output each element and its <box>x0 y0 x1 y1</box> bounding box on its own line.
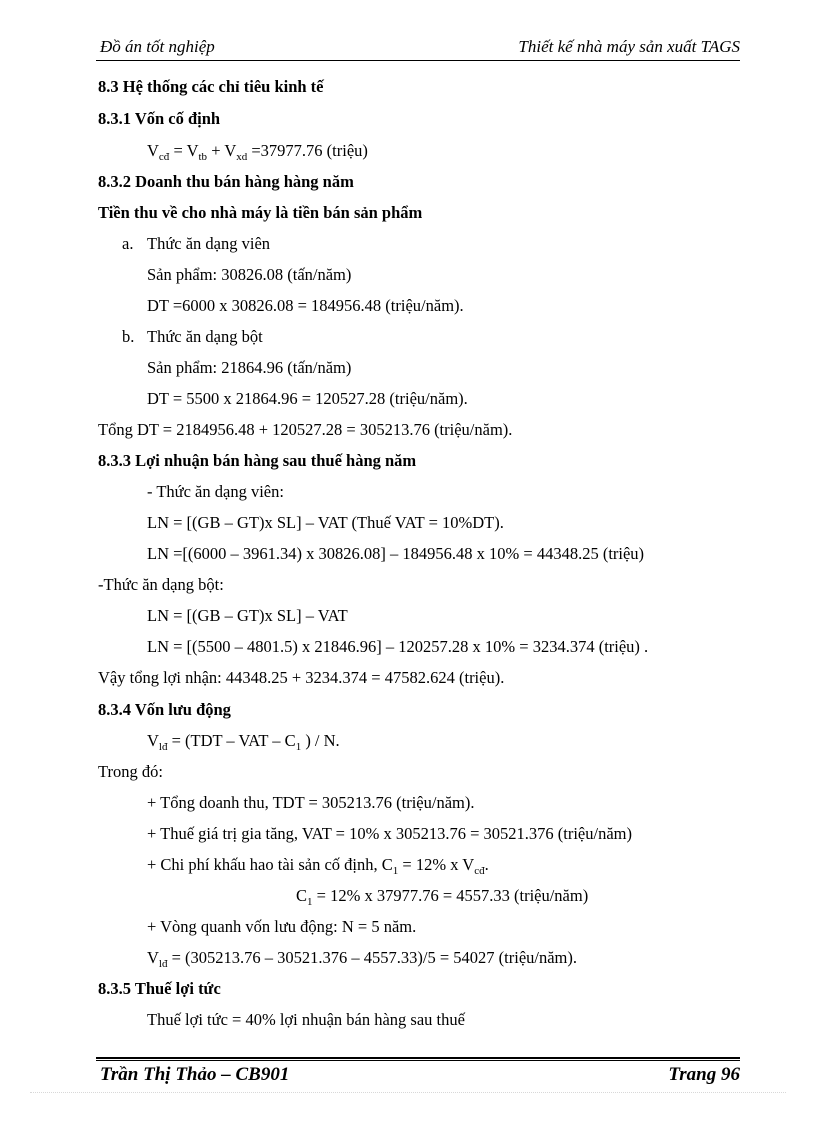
item-a-product: Sản phẩm: 30826.08 (tấn/năm) <box>147 265 352 284</box>
where-label: Trong đó: <box>98 762 163 781</box>
header-document-type: Đồ án tốt nghiệp <box>100 37 215 56</box>
header-project-title: Thiết kế nhà máy sản xuất TAGS <box>518 37 740 56</box>
section-8-3-5-title: 8.3.5 Thuế lợi tức <box>98 979 221 998</box>
pellet-feed-label: - Thức ăn dạng viên: <box>147 482 284 501</box>
depreciation-item: + Chi phí khấu hao tài sản cố định, $C_1 = 12\%$ x $V_{cđ}$. <box>147 855 489 877</box>
total-revenue-item: + Tổng doanh thu, TDT = 305213.76 (triệu/năm). <box>147 793 475 812</box>
section-8-3-4-title: 8.3.4 Vốn lưu động <box>98 700 231 719</box>
revenue-intro: Tiền thu về cho nhà máy là tiền bán sản phẩm <box>98 203 423 222</box>
page-bottom-border <box>30 1092 786 1093</box>
footer-page-number: Trang 96 <box>668 1064 740 1085</box>
footer-rule <box>96 1057 740 1059</box>
turnover-item: + Vòng quanh vốn lưu động: N = 5 năm. <box>147 917 417 936</box>
total-revenue: Tổng DT = 2184956.48 + 120527.28 = 305213.76 (triệu/năm). <box>98 420 513 439</box>
powder-profit-calc: LN = [(5500 – 4801.5) x 21846.96] – 120257.28 x 10% = 3234.374 (triệu) . <box>147 637 649 656</box>
section-8-3-3-title: 8.3.3 Lợi nhuận bán hàng sau thuế hàng năm <box>98 451 417 470</box>
vat-item: + Thuế giá trị gia tăng, VAT = 10% x 305213.76 = 30521.376 (triệu/năm) <box>147 824 632 843</box>
page-header <box>96 34 740 61</box>
item-b-product: Sản phẩm: 21864.96 (tấn/năm) <box>147 358 352 377</box>
fixed-capital-formula: $V_{cđ} = V_{tb} + V_{xd} =37977.76$ (triệu) <box>147 141 368 163</box>
pellet-profit-calc: LN =[(6000 – 3961.34) x 30826.08] – 184956.48 x 10% = 44348.25 (triệu) <box>147 544 645 563</box>
depreciation-calc: $C_1 = 12\%$ x 37977.76 = 4557.33 (triệu/năm) <box>296 886 589 908</box>
section-8-3-2-title: 8.3.2 Doanh thu bán hàng hàng năm <box>98 172 354 191</box>
total-profit: Vậy tổng lợi nhận: 44348.25 + 3234.374 = 47582.624 (triệu). <box>98 668 505 687</box>
item-b-revenue: DT = 5500 x 21864.96 = 120527.28 (triệu/năm). <box>147 389 468 408</box>
item-b-label: Thức ăn dạng bột <box>147 327 263 346</box>
profit-tax-text: Thuế lợi tức = 40% lợi nhuận bán hàng sau thuế <box>147 1010 465 1029</box>
footer-rule-thin <box>96 1060 740 1061</box>
working-capital-formula: $V_{lđ} = (TDT$ – VAT – $C_1$ ) / N. <box>147 731 340 753</box>
section-8-3-title: 8.3 Hệ thống các chỉ tiêu kinh tế <box>98 77 324 96</box>
pellet-profit-formula: LN = [(GB – GT)x SL] – VAT (Thuế VAT = 10%DT). <box>147 513 504 532</box>
item-a-label: Thức ăn dạng viên <box>147 234 271 253</box>
powder-feed-label: -Thức ăn dạng bột: <box>98 575 224 594</box>
footer-author: Trần Thị Thảo – CB901 <box>100 1064 290 1085</box>
section-8-3-1-title: 8.3.1 Vốn cố định <box>98 109 221 128</box>
working-capital-calc: $V_{lđ} = (305213.76 - 30521.376 - 4557.33)/5 = 54027$ (triệu/năm). <box>147 948 578 970</box>
item-b-marker: b. <box>122 327 135 346</box>
item-a-revenue: DT =6000 x 30826.08 = 184956.48 (triệu/năm). <box>147 296 464 315</box>
powder-profit-formula: LN = [(GB – GT)x SL] – VAT <box>147 606 348 625</box>
item-a-marker: a. <box>122 234 134 253</box>
